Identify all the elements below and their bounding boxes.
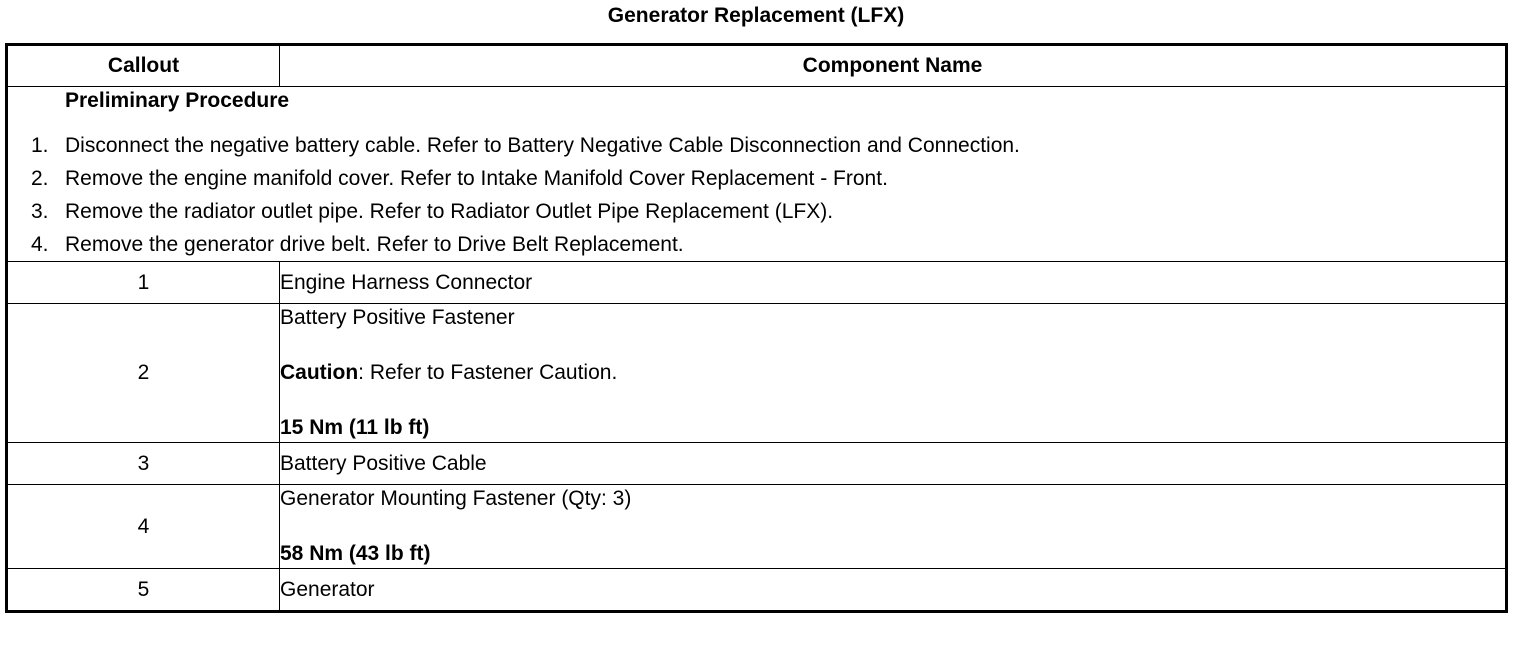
step-text: Remove the generator drive belt. Refer to Drive Belt Replacement. [65, 233, 684, 256]
caution-separator: : [358, 361, 364, 384]
table-header-row [7, 45, 1507, 87]
preliminary-step [8, 162, 1505, 195]
preliminary-procedure-heading: Preliminary Procedure [65, 89, 290, 112]
table-row [7, 262, 1507, 304]
step-text: Disconnect the negative battery cable. Refer to Battery Negative Cable Disconnection and Connection. [65, 134, 1020, 157]
preliminary-procedure-row [7, 87, 1507, 262]
table-row [7, 304, 1507, 443]
table-row [7, 443, 1507, 485]
step-number: 2. [31, 167, 49, 190]
callout-cell: 2 [7, 304, 280, 443]
component-name: Battery Positive Fastener [280, 306, 515, 329]
component-name-cell [280, 485, 1507, 569]
preliminary-steps-list [8, 129, 1505, 261]
caution-label: Caution [280, 361, 359, 384]
page-title: Generator Replacement (LFX) [607, 4, 905, 27]
preliminary-step [8, 129, 1505, 162]
table-row [7, 485, 1507, 569]
preliminary-step [8, 195, 1505, 228]
callout-cell: 5 [7, 569, 280, 612]
component-name-cell [280, 304, 1507, 443]
step-text: Remove the radiator outlet pipe. Refer to Radiator Outlet Pipe Replacement (LFX). [65, 200, 834, 223]
step-number: 3. [31, 200, 49, 223]
callout-cell: 1 [7, 262, 280, 304]
callout-cell: 4 [7, 485, 280, 569]
preliminary-step [8, 228, 1505, 261]
step-number: 4. [31, 233, 49, 256]
component-name-cell: Battery Positive Cable [280, 443, 1507, 485]
torque-spec: 58 Nm (43 lb ft) [280, 542, 431, 565]
column-header-component-name: Component Name [280, 45, 1507, 87]
torque-spec: 15 Nm (11 lb ft) [280, 416, 430, 439]
preliminary-procedure-cell [7, 87, 1507, 262]
table-row [7, 569, 1507, 612]
component-name-cell: Engine Harness Connector [280, 262, 1507, 304]
step-text: Remove the engine manifold cover. Refer to Intake Manifold Cover Replacement - Front. [65, 167, 888, 190]
callout-cell: 3 [7, 443, 280, 485]
component-name-cell: Generator [280, 569, 1507, 612]
step-number: 1. [31, 134, 49, 157]
procedure-table [5, 43, 1508, 613]
component-name: Generator Mounting Fastener (Qty: 3) [280, 487, 632, 510]
caution-note [280, 359, 1505, 387]
caution-text: Refer to Fastener Caution. [364, 361, 618, 384]
column-header-callout: Callout [7, 45, 280, 87]
